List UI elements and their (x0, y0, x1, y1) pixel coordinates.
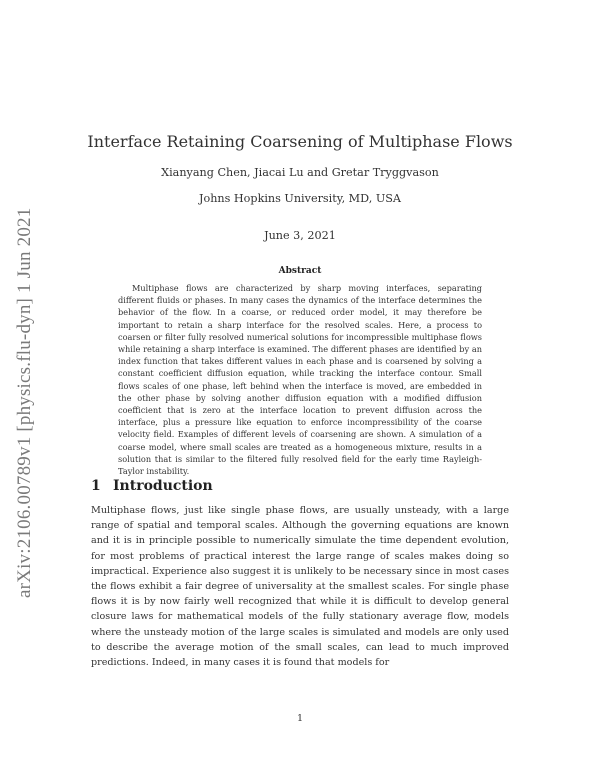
section-heading-introduction (91, 478, 213, 494)
abstract-text: Multiphase flows are characterized by sharp moving interfaces, separating different fluids or phases. In many cases the dynamics of the interface determines the behavior of the flow. In a coarse, or reduced order model, it may therefore be important to retain a sharp interface for the resolved scales. Here, a process to coarsen or filter fully resolved numerical solutions for incompressible multiphase flows while retaining a sharp interface is examined. The different phases are identified by an index function that takes different values in each phase and is coarsened by solving a constant coefficient diffusion equation, while tracking the interface contour. Small flows scales of one phase, left behind when the interface is moved, are embedded in the other phase by solving another diffusion equation with a modified diffusion coefficient that is zero at the interface location to prevent diffusion across the interface, plus a pressure like equation to enforce incompressibility of the coarse velocity field. Examples of different levels of coarsening are shown. A simulation of a coarse model, where small scales are treated as a homogeneous mixture, results in a solution that is similar to the filtered fully resolved field for the early time Rayleigh-Taylor instability. (118, 283, 482, 477)
paper-title: Interface Retaining Coarsening of Multiphase Flows (87, 132, 513, 151)
page-number: 1 (296, 713, 304, 724)
introduction-text: Multiphase flows, just like single phase flows, are usually unsteady, with a large range of spatial and temporal scales. Although the governing equations are known and it is in principle possible to numerically simulate the time dependent evolution, for most problems of practical interest the large range of scales makes doing so impractical. Experience also suggest it is unlikely to be necessary since in most cases the flows exhibit a fair degree of universality at the smallest scales. For single phase flows it is by now fairly well recognized that while it is difficult to develop general closure laws for mathematical models of the fully stationary average flow, models where the unsteady motion of the large scales is simulated and models are only used to describe the average motion of the small scales, can lead to much improved predictions. Indeed, in many cases it is found that models for (91, 505, 509, 669)
publication-date: June 3, 2021 (264, 229, 336, 242)
arxiv-identifier-stamp: arXiv:2106.00789v1 [physics.flu-dyn] 1 Jun 2021 (14, 207, 35, 598)
author-list: Xianyang Chen, Jiacai Lu and Gretar Tryggvason (161, 166, 439, 179)
abstract-heading: Abstract (278, 266, 322, 276)
section-title: Introduction (113, 478, 213, 494)
section-number: 1 (91, 478, 101, 494)
affiliation: Johns Hopkins University, MD, USA (198, 192, 401, 205)
